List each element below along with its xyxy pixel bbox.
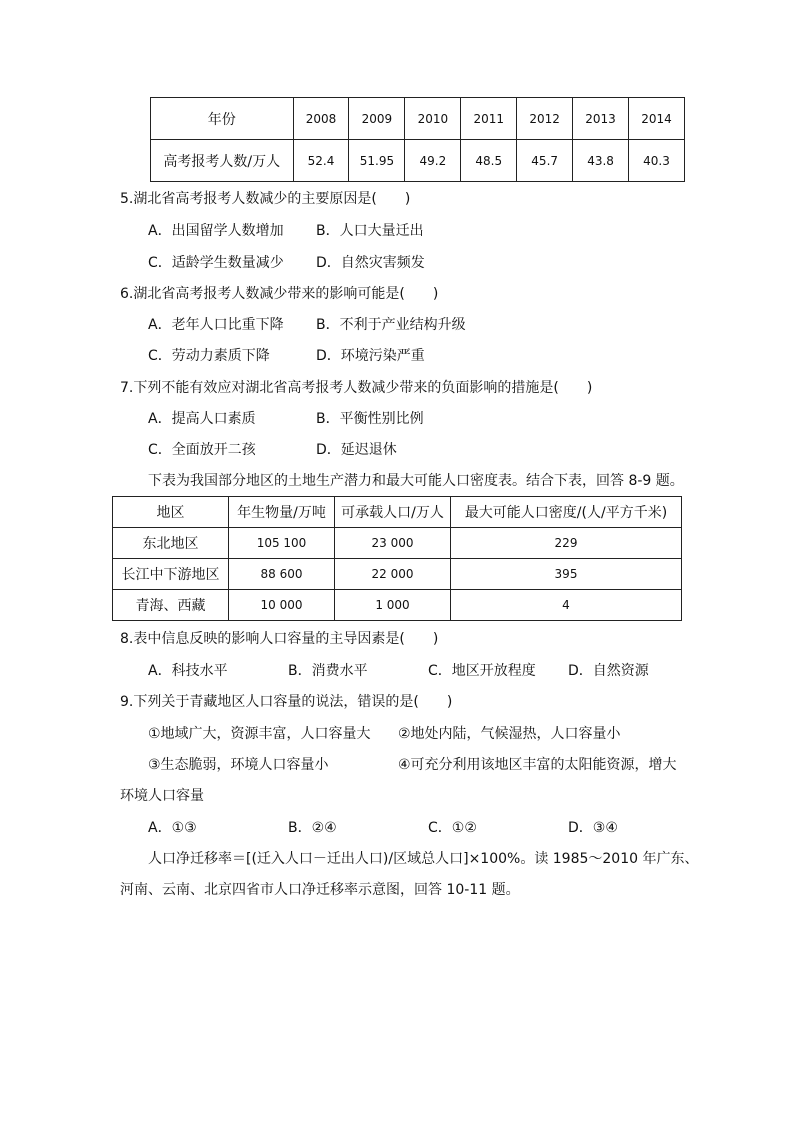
region-cell: 东北地区: [113, 528, 229, 559]
questions-10-11-intro-line2: 河南、云南、北京四省市人口净迁移率示意图，回答 10-11 题。: [120, 882, 520, 898]
year-cell: 2008: [293, 98, 349, 140]
density-cell: 229: [451, 528, 682, 559]
question-9-option-c[interactable]: C．①②: [428, 820, 477, 836]
questions-10-11-intro-line1: 人口净迁移率＝[(迁入人口－迁出人口)/区域总人口]×100%。读 1985～2010 年广东、: [148, 851, 699, 867]
year-cell: 2014: [629, 98, 685, 140]
value-cell: 49.2: [405, 140, 461, 182]
biomass-cell: 10 000: [229, 590, 335, 621]
year-cell: 2013: [573, 98, 629, 140]
question-5-option-a[interactable]: A．出国留学人数增加: [148, 223, 284, 239]
question-6-option-d[interactable]: D．环境污染严重: [316, 348, 425, 364]
value-cell: 45.7: [517, 140, 573, 182]
capacity-cell: 22 000: [335, 559, 451, 590]
question-7-option-d[interactable]: D．延迟退休: [316, 442, 397, 458]
question-6-stem: 6.湖北省高考报考人数减少带来的影响可能是( ): [120, 286, 439, 302]
table-row: [151, 140, 685, 182]
question-6-option-a[interactable]: A．老年人口比重下降: [148, 317, 284, 333]
table-row: [151, 98, 685, 140]
question-6-option-c[interactable]: C．劳动力素质下降: [148, 348, 270, 364]
capacity-cell: 1 000: [335, 590, 451, 621]
question-7-option-b[interactable]: B．平衡性别比例: [316, 411, 424, 427]
question-8-option-b[interactable]: B．消费水平: [288, 663, 368, 679]
exam-applicants-table: [150, 97, 685, 182]
question-5-option-c[interactable]: C．适龄学生数量减少: [148, 255, 284, 271]
density-cell: 395: [451, 559, 682, 590]
question-9-stem: 9.下列关于青藏地区人口容量的说法，错误的是( ): [120, 694, 453, 710]
question-7-option-a[interactable]: A．提高人口素质: [148, 411, 256, 427]
year-cell: 2011: [461, 98, 517, 140]
year-cell: 2012: [517, 98, 573, 140]
capacity-cell: 23 000: [335, 528, 451, 559]
density-header-cell: 最大可能人口密度/(人/平方千米): [451, 497, 682, 528]
value-cell: 51.95: [349, 140, 405, 182]
question-9-statement-4-cont: 环境人口容量: [120, 788, 204, 804]
question-9-option-a[interactable]: A．①③: [148, 820, 197, 836]
question-8-option-c[interactable]: C．地区开放程度: [428, 663, 536, 679]
question-9-statement-1: ①地域广大，资源丰富，人口容量大: [148, 726, 371, 742]
year-header-cell: 年份: [151, 98, 294, 140]
density-cell: 4: [451, 590, 682, 621]
question-9-statement-3: ③生态脆弱，环境人口容量小: [148, 757, 329, 773]
question-8-option-a[interactable]: A．科技水平: [148, 663, 228, 679]
capacity-header-cell: 可承载人口/万人: [335, 497, 451, 528]
table-row: [113, 528, 682, 559]
value-cell: 52.4: [293, 140, 349, 182]
biomass-cell: 105 100: [229, 528, 335, 559]
question-9-option-b[interactable]: B．②④: [288, 820, 337, 836]
region-header-cell: 地区: [113, 497, 229, 528]
table-row: [113, 559, 682, 590]
region-cell: 长江中下游地区: [113, 559, 229, 590]
question-5-stem: 5.湖北省高考报考人数减少的主要原因是( ): [120, 191, 411, 207]
question-9-statement-2: ②地处内陆，气候湿热，人口容量小: [398, 726, 621, 742]
land-potential-table: [112, 496, 682, 621]
questions-8-9-intro: 下表为我国部分地区的土地生产潜力和最大可能人口密度表。结合下表，回答 8-9 题。: [148, 473, 684, 489]
value-cell: 40.3: [629, 140, 685, 182]
table-row: [113, 590, 682, 621]
question-8-option-d[interactable]: D．自然资源: [568, 663, 649, 679]
applicants-header-cell: 高考报考人数/万人: [151, 140, 294, 182]
question-9-option-d[interactable]: D．③④: [568, 820, 618, 836]
question-5-option-d[interactable]: D．自然灾害频发: [316, 255, 425, 271]
biomass-cell: 88 600: [229, 559, 335, 590]
question-8-stem: 8.表中信息反映的影响人口容量的主导因素是( ): [120, 631, 439, 647]
question-7-stem: 7.下列不能有效应对湖北省高考报考人数减少带来的负面影响的措施是( ): [120, 380, 593, 396]
question-7-option-c[interactable]: C．全面放开二孩: [148, 442, 256, 458]
question-5-option-b[interactable]: B．人口大量迁出: [316, 223, 424, 239]
biomass-header-cell: 年生物量/万吨: [229, 497, 335, 528]
region-cell: 青海、西藏: [113, 590, 229, 621]
value-cell: 43.8: [573, 140, 629, 182]
year-cell: 2010: [405, 98, 461, 140]
question-6-option-b[interactable]: B．不利于产业结构升级: [316, 317, 466, 333]
table-header-row: [113, 497, 682, 528]
question-9-statement-4: ④可充分利用该地区丰富的太阳能资源，增大: [398, 757, 677, 773]
year-cell: 2009: [349, 98, 405, 140]
value-cell: 48.5: [461, 140, 517, 182]
